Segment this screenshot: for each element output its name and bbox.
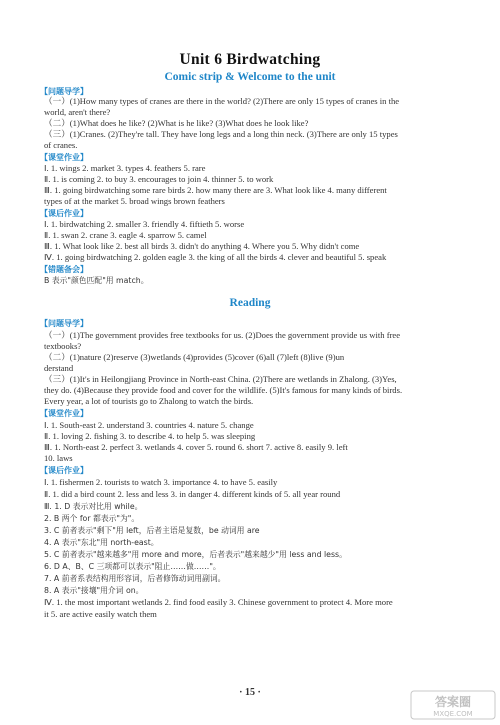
tag-kehouzuoye: 【课后作业】 (40, 466, 88, 475)
tag-ketangzuoye: 【课堂作业】 (40, 409, 88, 418)
watermark-line2: MXQE.COM (433, 710, 473, 718)
text-line: textbooks? (44, 341, 82, 351)
section-title-reading: Reading (229, 297, 271, 309)
watermark-graphic (410, 690, 496, 720)
section-title-comic-strip: Comic strip & Welcome to the unit (164, 71, 336, 83)
tag-ketangzuoye: 【课堂作业】 (40, 153, 88, 162)
unit-title: Unit 6 Birdwatching (179, 51, 321, 68)
text-line: Ⅱ. 1. swan 2. crane 3. eagle 4. sparrow 5. camel (44, 230, 207, 240)
text-line: 5. C 前者表示"越来越多"用 more and more，后者表示"越来越少"用 less and less。 (44, 550, 347, 559)
text-line: （二）(1)What does he like? (2)What is he like? (3)What does he look like? (44, 118, 309, 128)
text-line: world, aren't there? (44, 107, 111, 117)
text-line: Ⅱ. 1. is coming 2. to buy 3. encourages to join 4. thinner 5. to work (44, 174, 274, 184)
text-line: （一）(1)The government provides free textbooks for us. (2)Does the government provide us with free (44, 330, 401, 340)
page-number: · 15 · (239, 687, 261, 698)
text-line: it 5. are active easily watch them (44, 609, 157, 619)
text-line: they do. (4)Because they provide food and cover for the wildlife. (5)It's famous for many kinds of birds. (44, 385, 403, 395)
text-line: 2. B 两个 for 都表示"为"。 (44, 514, 140, 523)
text-line: 4. A 表示"东北"用 north-east。 (44, 538, 159, 547)
text-line: 3. C 前者表示"剩下"用 left，后者主语是复数，be 动词用 are (44, 526, 260, 535)
tag-wentidaoxue: 【问题导学】 (40, 319, 88, 328)
tag-kehouzuoye: 【课后作业】 (40, 209, 88, 218)
text-line: Ⅰ. 1. fishermen 2. tourists to watch 3. importance 4. to have 5. easily (44, 477, 278, 487)
text-line: （三）(1)It's in Heilongjiang Province in North-east China. (2)There are wetlands in Zhalong. (3)Yes, (44, 374, 397, 384)
text-line: 10. laws (44, 453, 73, 463)
text-line: Ⅱ. 1. loving 2. fishing 3. to describe 4. to help 5. was sleeping (44, 431, 256, 441)
text-line: Every year, a lot of tourists go to Zhalong to watch the birds. (44, 396, 254, 406)
text-line: types of at the market 5. broad wings brown feathers (44, 196, 225, 206)
text-line: Ⅲ. 1. What look like 2. best all birds 3. didn't do anything 4. Where you 5. Why didn't come (44, 241, 360, 251)
text-line: Ⅰ. 1. wings 2. market 3. types 4. feathers 5. rare (44, 163, 206, 173)
text-line: Ⅲ. 1. going birdwatching some rare birds 2. how many there are 3. What look like 4. many different (44, 185, 387, 195)
text-line: （二）(1)nature (2)reserve (3)wetlands (4)provides (5)cover (6)all (7)left (8)live (9)un (44, 352, 345, 362)
text-line: 8. A 表示"接壤"用介词 on。 (44, 586, 144, 595)
text-line: of cranes. (44, 140, 78, 150)
text-line: Ⅳ. 1. the most important wetlands 2. find food easily 3. Chinese government to protect 4. More more (44, 597, 393, 607)
text-line: Ⅲ. 1. D 表示对比用 while。 (44, 502, 143, 511)
tag-cuotijihui: 【错题备会】 (40, 265, 88, 274)
text-line: 6. D A、B、C 三项都可以表示"阻止……做……"。 (44, 562, 221, 571)
text-line: Ⅳ. 1. going birdwatching 2. golden eagle 3. the king of all the birds 4. clever and beautiful 5. speak (44, 252, 387, 262)
text-line: （一）(1)How many types of cranes are there in the world? (2)There are only 15 types of cranes in the (44, 96, 400, 106)
text-line: derstand (44, 363, 74, 373)
tag-wentidaoxue: 【问题导学】 (40, 87, 88, 96)
text-line: 7. A 前者系表结构用形容词，后者修饰动词用副词。 (44, 574, 226, 583)
text-line: Ⅱ. 1. did a bird count 2. less and less 3. in danger 4. different kinds of 5. all year round (44, 489, 341, 499)
text-line: Ⅲ. 1. North-east 2. perfect 3. wetlands 4. cover 5. round 6. short 7. active 8. easily 9. left (44, 442, 348, 452)
text-line: Ⅰ. 1. South-east 2. understand 3. countries 4. nature 5. change (44, 420, 254, 430)
text-line: （三）(1)Cranes. (2)They're tall. They have long legs and a long thin neck. (3)There are only 15 types (44, 129, 398, 139)
watermark-line1: 答案圈 (434, 695, 472, 709)
text-line: Ⅰ. 1. birdwatching 2. smaller 3. friendly 4. fiftieth 5. worse (44, 219, 245, 229)
text-line: B 表示"颜色匹配"用 match。 (44, 276, 149, 285)
watermark-logo (410, 690, 496, 720)
